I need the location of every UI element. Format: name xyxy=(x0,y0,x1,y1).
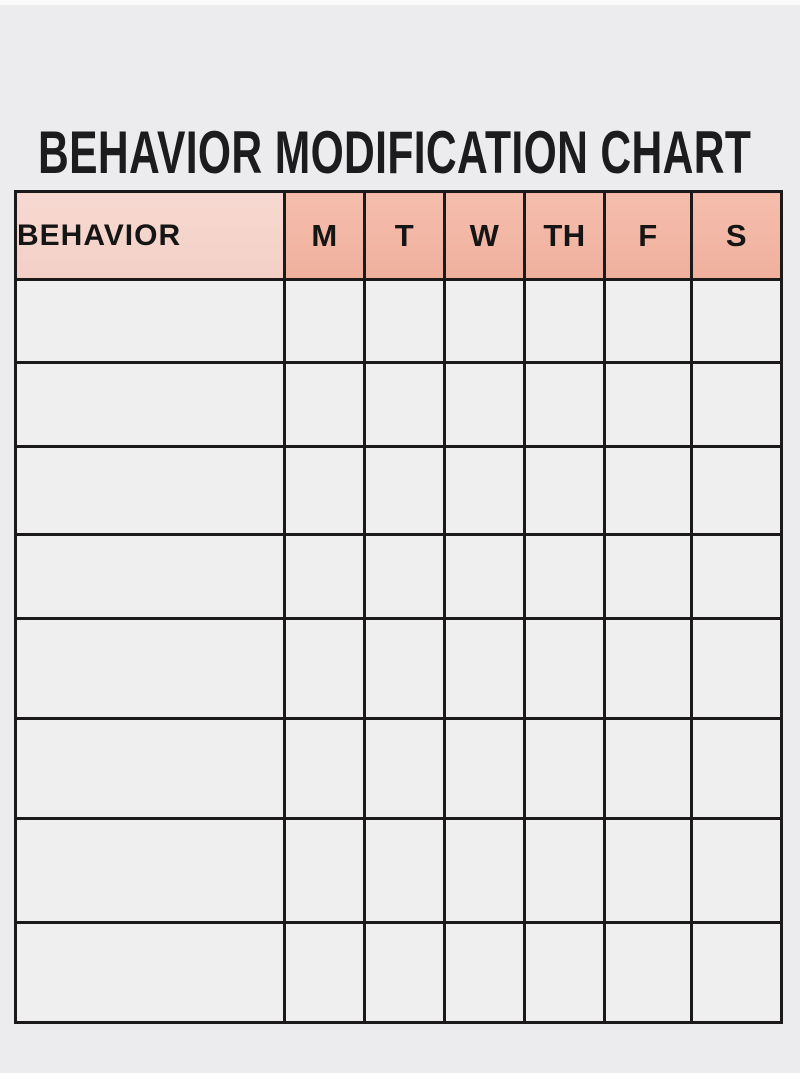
behavior-table xyxy=(14,190,783,1024)
grid-cell xyxy=(525,819,605,923)
grid-cell xyxy=(605,719,692,819)
grid-cell xyxy=(365,535,445,619)
grid-cell xyxy=(285,819,365,923)
grid-cell xyxy=(16,719,285,819)
table-row xyxy=(16,280,782,363)
grid-cell xyxy=(285,719,365,819)
grid-cell xyxy=(692,535,782,619)
column-header-thursday: TH xyxy=(525,192,605,280)
grid-cell xyxy=(605,819,692,923)
grid-cell xyxy=(16,535,285,619)
grid-cell xyxy=(692,447,782,535)
table-row xyxy=(16,363,782,447)
grid-cell xyxy=(525,447,605,535)
grid-cell xyxy=(365,363,445,447)
grid-cell xyxy=(605,923,692,1023)
grid-cell xyxy=(16,923,285,1023)
grid-cell xyxy=(16,447,285,535)
grid-cell xyxy=(285,280,365,363)
grid-cell xyxy=(445,923,525,1023)
grid-cell xyxy=(445,819,525,923)
grid-cell xyxy=(692,619,782,719)
grid-cell xyxy=(365,923,445,1023)
table-row xyxy=(16,719,782,819)
grid-cell xyxy=(525,280,605,363)
grid-cell xyxy=(285,619,365,719)
table-header-row xyxy=(16,192,782,280)
grid-cell xyxy=(605,447,692,535)
grid-cell xyxy=(365,819,445,923)
table-row xyxy=(16,447,782,535)
grid-cell xyxy=(365,280,445,363)
grid-cell xyxy=(692,923,782,1023)
grid-cell xyxy=(285,363,365,447)
grid-cell xyxy=(692,363,782,447)
grid-cell xyxy=(445,619,525,719)
table-row xyxy=(16,923,782,1023)
grid-cell xyxy=(605,363,692,447)
top-edge-strip xyxy=(0,0,800,5)
table-header xyxy=(16,192,782,280)
grid-cell xyxy=(605,280,692,363)
column-header-tuesday: T xyxy=(365,192,445,280)
grid-cell xyxy=(365,719,445,819)
grid-cell xyxy=(445,280,525,363)
column-header-monday: M xyxy=(285,192,365,280)
table-row xyxy=(16,535,782,619)
grid-cell xyxy=(16,819,285,923)
grid-cell xyxy=(16,280,285,363)
grid-cell xyxy=(16,619,285,719)
grid-cell xyxy=(445,447,525,535)
grid-cell xyxy=(445,363,525,447)
column-header-behavior: BEHAVIOR xyxy=(16,192,285,280)
grid-cell xyxy=(525,535,605,619)
grid-cell xyxy=(285,447,365,535)
grid-cell xyxy=(16,363,285,447)
grid-cell xyxy=(692,819,782,923)
grid-cell xyxy=(365,447,445,535)
grid-cell xyxy=(692,719,782,819)
column-header-wednesday: W xyxy=(445,192,525,280)
grid-cell xyxy=(525,363,605,447)
grid-cell xyxy=(525,719,605,819)
grid-cell xyxy=(605,619,692,719)
column-header-friday: F xyxy=(605,192,692,280)
grid-cell xyxy=(692,280,782,363)
grid-cell xyxy=(525,923,605,1023)
table-row xyxy=(16,619,782,719)
table-body xyxy=(16,280,782,1023)
grid-cell xyxy=(605,535,692,619)
grid-cell xyxy=(445,535,525,619)
grid-cell xyxy=(525,619,605,719)
grid-cell xyxy=(285,535,365,619)
column-header-saturday: S xyxy=(692,192,782,280)
grid-cell xyxy=(285,923,365,1023)
grid-cell xyxy=(445,719,525,819)
table-row xyxy=(16,819,782,923)
grid-cell xyxy=(365,619,445,719)
page-title: BEHAVIOR MODIFICATION CHART xyxy=(38,119,752,187)
